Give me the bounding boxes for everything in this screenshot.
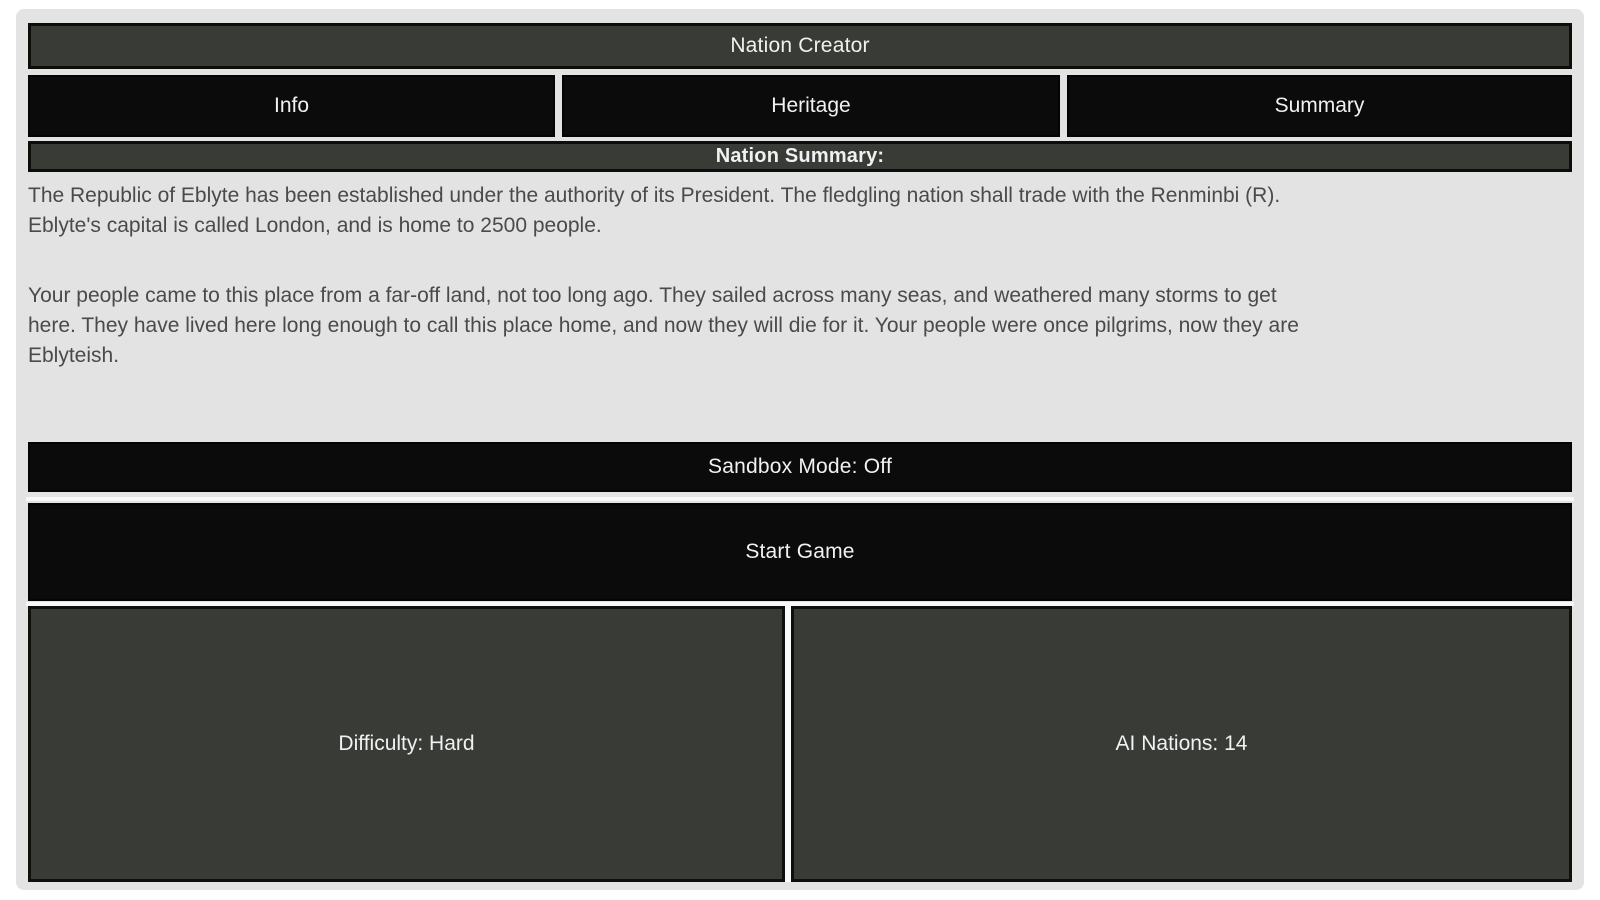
tab-summary[interactable]: Summary: [1067, 75, 1572, 137]
tab-bar: [28, 75, 1572, 137]
nation-summary-header: Nation Summary:: [28, 141, 1572, 172]
sandbox-mode-toggle[interactable]: Sandbox Mode: Off: [28, 442, 1572, 492]
start-game-button[interactable]: Start Game: [28, 503, 1572, 601]
difficulty-button[interactable]: Difficulty: Hard: [28, 606, 785, 882]
nation-summary-text: [28, 181, 1560, 371]
page-title: Nation Creator: [28, 23, 1572, 69]
summary-paragraph-1-line-2: Eblyte's capital is called London, and is home to 2500 people.: [28, 214, 602, 237]
settings-panels: [28, 606, 1572, 882]
summary-paragraph-2-line-3: Eblyteish.: [28, 344, 120, 367]
divider-line: [26, 497, 1574, 501]
summary-paragraph-2-line-2: here. They have lived here long enough to call this place home, and now they will die for it. Your people were once pilgrims, now they are: [28, 314, 1299, 337]
nation-creator-screen: [16, 9, 1584, 890]
tab-heritage[interactable]: Heritage: [562, 75, 1060, 137]
tab-info[interactable]: Info: [28, 75, 555, 137]
summary-paragraph-1-line-1: The Republic of Eblyte has been established under the authority of its President. The fledgling nation shall trade with the Renminbi (R).: [28, 184, 1281, 207]
summary-paragraph-2-line-1: Your people came to this place from a far-off land, not too long ago. They sailed across many seas, and weathered many storms to get: [28, 284, 1277, 307]
paragraph-spacer: [28, 241, 1560, 281]
ai-nations-button[interactable]: AI Nations: 14: [791, 606, 1572, 882]
